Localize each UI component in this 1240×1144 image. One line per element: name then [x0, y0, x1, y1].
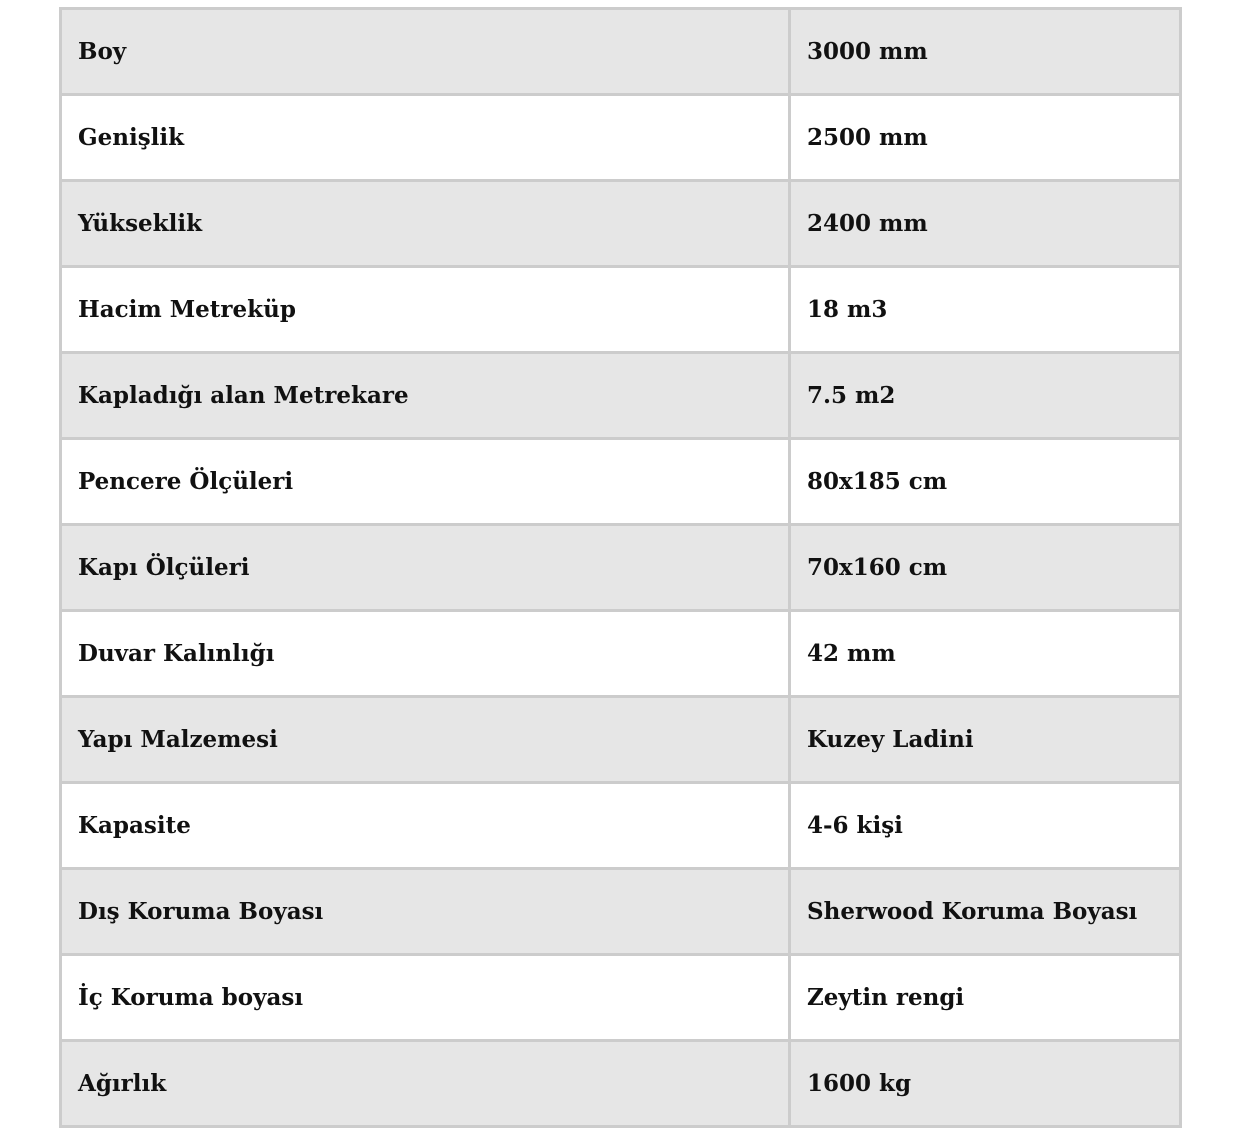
- spec-label: Kapasite: [61, 783, 790, 869]
- spec-value: 70x160 cm: [790, 525, 1181, 611]
- spec-value: 2400 mm: [790, 181, 1181, 267]
- specifications-table: [59, 7, 1182, 1128]
- spec-label: Genişlik: [61, 95, 790, 181]
- spec-value: 42 mm: [790, 611, 1181, 697]
- spec-value: 4-6 kişi: [790, 783, 1181, 869]
- table-row-window-size: [61, 439, 1181, 525]
- spec-label: Hacim Metreküp: [61, 267, 790, 353]
- spec-value: 2500 mm: [790, 95, 1181, 181]
- spec-label: Yükseklik: [61, 181, 790, 267]
- spec-value: 3000 mm: [790, 9, 1181, 95]
- table-row-interior-paint: [61, 955, 1181, 1041]
- spec-label: Dış Koruma Boyası: [61, 869, 790, 955]
- spec-label: Boy: [61, 9, 790, 95]
- spec-label: İç Koruma boyası: [61, 955, 790, 1041]
- spec-label: Kapladığı alan Metrekare: [61, 353, 790, 439]
- spec-value: Sherwood Koruma Boyası: [790, 869, 1181, 955]
- table-row-area: [61, 353, 1181, 439]
- table-row-wall-thickness: [61, 611, 1181, 697]
- spec-label: Duvar Kalınlığı: [61, 611, 790, 697]
- table-row-material: [61, 697, 1181, 783]
- table-row-door-size: [61, 525, 1181, 611]
- spec-value: 1600 kg: [790, 1041, 1181, 1127]
- spec-value: Zeytin rengi: [790, 955, 1181, 1041]
- spec-label: Kapı Ölçüleri: [61, 525, 790, 611]
- spec-label: Ağırlık: [61, 1041, 790, 1127]
- table-row-weight: [61, 1041, 1181, 1127]
- table-row-capacity: [61, 783, 1181, 869]
- table-row-width: [61, 95, 1181, 181]
- table-row-volume: [61, 267, 1181, 353]
- spec-value: Kuzey Ladini: [790, 697, 1181, 783]
- spec-value: 80x185 cm: [790, 439, 1181, 525]
- table-row-length: [61, 9, 1181, 95]
- table-row-height: [61, 181, 1181, 267]
- table-row-exterior-paint: [61, 869, 1181, 955]
- spec-value: 18 m3: [790, 267, 1181, 353]
- spec-label: Pencere Ölçüleri: [61, 439, 790, 525]
- spec-value: 7.5 m2: [790, 353, 1181, 439]
- spec-label: Yapı Malzemesi: [61, 697, 790, 783]
- specifications-table-body: [61, 9, 1181, 1127]
